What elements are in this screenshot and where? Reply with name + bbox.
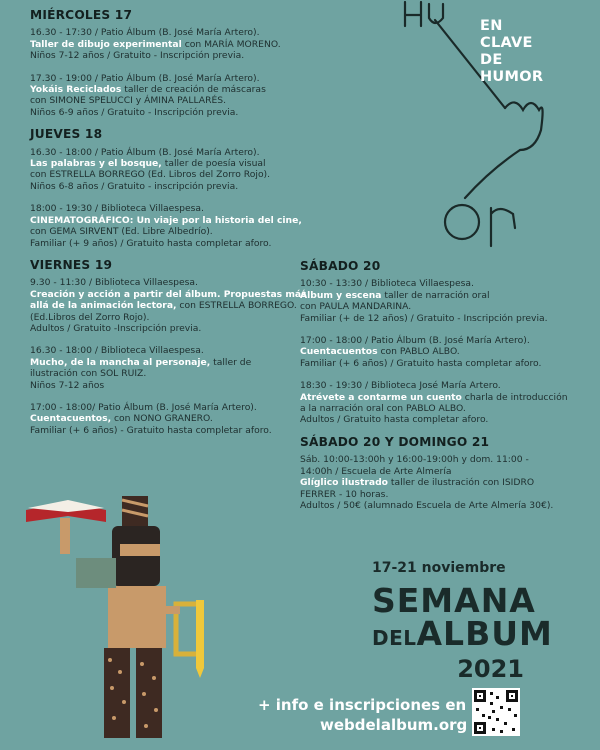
event-text: con GEMA SIRVENT (Ed. Libre Albedrío). xyxy=(30,226,213,238)
event-text: con NONO GRANERO. xyxy=(111,413,213,425)
event-dates: 17-21 noviembre xyxy=(372,560,506,576)
event-title-del: DEL xyxy=(372,626,417,650)
event-text: (Ed.Libros del Zorro Rojo). xyxy=(30,311,150,323)
event-title-line2 xyxy=(372,614,553,655)
event-line xyxy=(300,301,590,312)
event-text: Adultos / Gratuito hasta completar aforo. xyxy=(300,414,489,426)
event-line xyxy=(30,357,290,368)
event-highlight: Atrévete a contarme un cuento xyxy=(300,391,462,403)
event-item xyxy=(30,27,290,61)
event-item xyxy=(300,335,590,369)
event-text: FERRER - 10 horas. xyxy=(300,488,389,500)
event-line xyxy=(300,403,590,414)
event-line xyxy=(300,477,590,488)
event-highlight: Las palabras y el bosque, xyxy=(30,158,162,170)
event-text: 16.30 - 17:30 / Patio Álbum (B. José María Artero). xyxy=(30,27,260,39)
event-text: con PAULA MANDARINA. xyxy=(300,301,412,313)
event-line xyxy=(30,425,290,436)
event-text: con SIMONE SPELUCCI y ÁMINA PALLARÉS. xyxy=(30,95,227,107)
event-line xyxy=(30,214,302,226)
event-item xyxy=(30,203,302,249)
event-line xyxy=(30,277,290,288)
event-line xyxy=(30,226,290,237)
website-link[interactable]: webdelalbum.org xyxy=(320,716,468,734)
event-text: 17:00 - 18:00/ Patio Álbum (B. José María Artero). xyxy=(30,401,257,413)
event-text: con PABLO ALBO. xyxy=(377,346,460,358)
day-heading: SÁBADO 20 Y DOMINGO 21 xyxy=(300,434,490,449)
event-text: 17.30 - 19:00 / Patio Álbum (B. José María Artero). xyxy=(30,72,260,84)
event-text: Niños 6-8 años / Gratuito - inscripción previa. xyxy=(30,180,239,192)
event-line xyxy=(30,368,290,379)
event-line xyxy=(30,169,290,180)
event-line xyxy=(30,147,290,158)
event-highlight: Yokáis Reciclados xyxy=(30,84,122,96)
event-highlight: Glíglico ilustrado xyxy=(300,477,388,489)
event-text: a la narración oral con PABLO ALBO. xyxy=(300,403,466,415)
event-text: Familiar (+ de 12 años) / Gratuito - Inscripción previa. xyxy=(300,312,548,324)
event-highlight: Cuentacuentos, xyxy=(30,413,112,425)
event-text: Sáb. 10:00-13:00h y 16:00-19:00h y dom. 11:00 - xyxy=(300,454,529,466)
event-line xyxy=(300,414,590,425)
humor-title xyxy=(480,18,580,86)
event-year: 2021 xyxy=(457,655,524,683)
event-line xyxy=(30,402,290,413)
event-line xyxy=(30,345,290,356)
event-text: 18:30 - 19:30 / Biblioteca José María Artero. xyxy=(300,380,501,392)
event-line xyxy=(30,158,290,169)
event-line xyxy=(300,278,590,289)
info-footer xyxy=(258,695,467,735)
day-heading: VIERNES 19 xyxy=(30,257,113,272)
event-item xyxy=(300,380,590,426)
humor-title-line3: DE xyxy=(480,52,503,68)
event-text: Adultos / 50€ (alumnado Escuela de Arte Almería 30€). xyxy=(300,499,554,511)
event-text: taller de xyxy=(210,356,252,368)
event-highlight: allá de la animación lectora, xyxy=(30,300,177,312)
event-line xyxy=(30,50,290,61)
qr-code-icon[interactable] xyxy=(472,688,520,736)
event-line xyxy=(300,454,590,465)
event-item xyxy=(30,402,290,436)
event-line xyxy=(30,27,290,38)
event-text: taller de ilustración con ISIDRO xyxy=(388,477,535,489)
event-text: taller de narración oral xyxy=(381,289,490,301)
event-line xyxy=(30,39,290,50)
event-line xyxy=(300,358,590,369)
event-text: 9.30 - 11:30 / Biblioteca Villaespesa. xyxy=(30,277,198,289)
event-text: 18:00 - 19:30 / Biblioteca Villaespesa. xyxy=(30,203,204,215)
event-line xyxy=(30,380,290,391)
event-text: con ESTRELLA BORREGO (Ed. Libros del Zorro Rojo). xyxy=(30,169,271,181)
event-text: taller de poesía visual xyxy=(161,158,266,170)
event-line xyxy=(300,380,590,391)
day-heading: JUEVES 18 xyxy=(30,127,103,142)
event-text: 17:00 - 18:00 / Patio Álbum (B. José María Artero). xyxy=(300,335,530,347)
event-highlight: Mucho, de la mancha al personaje, xyxy=(30,356,211,368)
event-text: 10:30 - 13:30 / Biblioteca Villaespesa. xyxy=(300,278,474,290)
event-text: con MARÍA MORENO. xyxy=(181,38,281,50)
schedule-left-column xyxy=(30,8,307,447)
character-illustration-icon xyxy=(20,488,220,750)
event-text: 14:00h / Escuela de Arte Almería xyxy=(300,465,452,477)
event-highlight: Creación y acción a partir del álbum. Propuestas más xyxy=(30,288,307,300)
event-text: Niños 6-9 años / Gratuito - Inscripción previa. xyxy=(30,106,239,118)
event-line xyxy=(30,323,290,334)
event-line xyxy=(30,312,290,323)
event-text: Familiar (+ 6 años) - Gratuito hasta completar aforo. xyxy=(30,424,272,436)
event-line xyxy=(300,335,590,346)
humor-title-line1: EN xyxy=(480,18,503,34)
event-item xyxy=(300,454,590,511)
event-text: ilustración con SOL RUIZ. xyxy=(30,368,147,380)
event-title xyxy=(372,581,553,683)
event-title-line1: SEMANA xyxy=(372,581,536,620)
humor-title-line2: CLAVE xyxy=(480,35,533,51)
event-item xyxy=(30,277,307,334)
event-line xyxy=(30,203,290,214)
event-line xyxy=(300,290,590,301)
event-line xyxy=(30,84,290,95)
event-item xyxy=(300,278,590,324)
event-line xyxy=(30,238,290,249)
schedule-right-column xyxy=(300,261,590,522)
event-line xyxy=(30,288,307,300)
event-line xyxy=(30,107,290,118)
event-text: charla de introducción xyxy=(461,391,568,403)
event-text: 16.30 - 18:00 / Biblioteca Villaespesa. xyxy=(30,345,204,357)
event-line xyxy=(300,313,590,324)
event-text: Familiar (+ 6 años) / Gratuito hasta completar aforo. xyxy=(300,357,542,369)
event-line xyxy=(300,500,590,511)
event-text: Niños 7-12 años xyxy=(30,379,105,391)
event-text: Niños 7-12 años / Gratuito - Inscripción previa. xyxy=(30,50,245,62)
event-text: Familiar (+ 9 años) / Gratuito hasta completar aforo. xyxy=(30,237,272,249)
event-line xyxy=(300,489,590,500)
event-line xyxy=(300,346,590,357)
event-line xyxy=(30,73,290,84)
event-line xyxy=(30,300,297,312)
event-highlight: Álbum y escena xyxy=(300,289,382,301)
event-line xyxy=(30,95,290,106)
event-text: con ESTRELLA BORREGO. xyxy=(176,300,297,312)
info-line: + info e inscripciones en xyxy=(258,696,467,714)
day-heading: SÁBADO 20 xyxy=(300,259,381,273)
event-line xyxy=(30,181,290,192)
event-highlight: Taller de dibujo experimental xyxy=(30,38,182,50)
event-highlight: Cuentacuentos xyxy=(300,346,378,358)
day-heading: MIÉRCOLES 17 xyxy=(30,8,133,22)
event-text: taller de creación de máscaras xyxy=(121,84,266,96)
event-text: 16.30 - 18:00 / Patio Álbum (B. José María Artero). xyxy=(30,146,260,158)
humor-title-line4: HUMOR xyxy=(480,69,544,85)
event-item xyxy=(30,147,290,193)
event-item xyxy=(30,73,290,119)
event-highlight: CINEMATOGRÁFICO: Un viaje por la historia del cine, xyxy=(30,214,302,226)
event-line xyxy=(300,392,590,403)
event-line xyxy=(300,466,590,477)
event-item xyxy=(30,345,290,391)
event-text: Adultos / Gratuito -Inscripción previa. xyxy=(30,322,202,334)
event-title-album: ALBUM xyxy=(416,614,553,653)
event-line xyxy=(30,413,290,424)
